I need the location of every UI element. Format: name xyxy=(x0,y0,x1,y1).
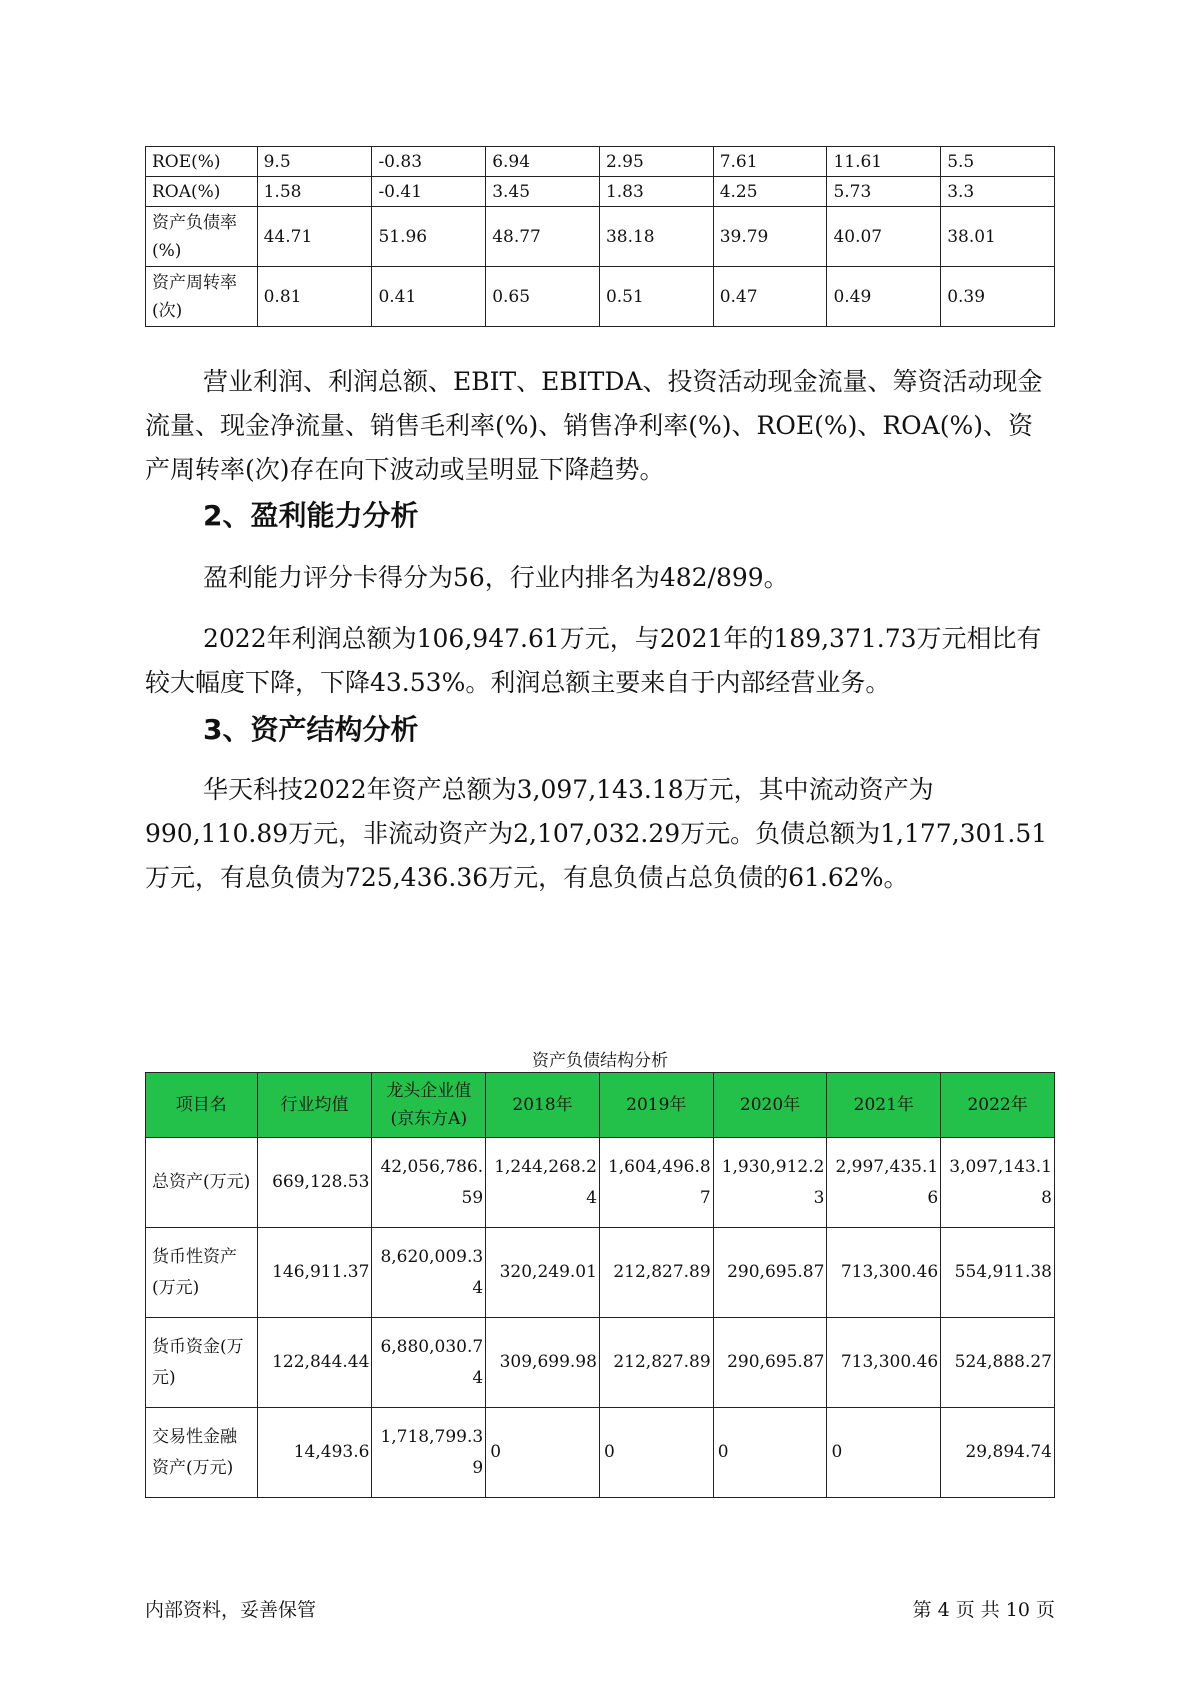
table-cell: 0.65 xyxy=(486,267,600,327)
table-cell: 5.5 xyxy=(941,147,1055,177)
column-header: 行业均值 xyxy=(257,1073,372,1138)
column-header: 龙头企业值(京东方A) xyxy=(372,1073,486,1138)
table-cell: 669,128.53 xyxy=(257,1138,372,1228)
table-cell: 524,888.27 xyxy=(941,1318,1055,1408)
column-header: 项目名 xyxy=(146,1073,258,1138)
table-cell: 6,880,030.74 xyxy=(372,1318,486,1408)
column-header: 2018年 xyxy=(486,1073,600,1138)
row-label: ROA(%) xyxy=(146,177,258,207)
table-cell: 713,300.46 xyxy=(827,1318,941,1408)
table-cell: 8,620,009.34 xyxy=(372,1228,486,1318)
table-cell: 320,249.01 xyxy=(486,1228,600,1318)
table-cell: 713,300.46 xyxy=(827,1228,941,1318)
table-cell: 0.81 xyxy=(257,267,372,327)
table-cell: 3,097,143.18 xyxy=(941,1138,1055,1228)
row-label: 总资产(万元) xyxy=(146,1138,258,1228)
table-cell: 29,894.74 xyxy=(941,1408,1055,1498)
row-label: 货币性资产(万元) xyxy=(146,1228,258,1318)
table-cell: 122,844.44 xyxy=(257,1318,372,1408)
table-cell: 4.25 xyxy=(713,177,827,207)
table-cell: 3.3 xyxy=(941,177,1055,207)
footer-page-number: 第 4 页 共 10 页 xyxy=(912,1599,1055,1621)
section2-heading: 2、盈利能力分析 xyxy=(203,499,419,532)
table-cell: 7.61 xyxy=(713,147,827,177)
table-cell: 554,911.38 xyxy=(941,1228,1055,1318)
table-cell: 44.71 xyxy=(257,207,372,267)
row-label: 交易性金融资产(万元) xyxy=(146,1408,258,1498)
table-cell: 9.5 xyxy=(257,147,372,177)
table-cell: 0.39 xyxy=(941,267,1055,327)
table-cell: 290,695.87 xyxy=(713,1318,827,1408)
table-cell: 51.96 xyxy=(372,207,486,267)
table-cell: 0.41 xyxy=(372,267,486,327)
table-cell: 1,604,496.87 xyxy=(599,1138,713,1228)
section3-paragraph-1: 华天科技2022年资产总额为3,097,143.18万元，其中流动资产为990,110.89万元，非流动资产为2,107,032.29万元。负债总额为1,177,301.51万元，有息负债为725,436.36万元，有息负债占总负债的61.62%。 xyxy=(145,775,1048,892)
table-cell: 5.73 xyxy=(827,177,941,207)
table-cell: 2.95 xyxy=(599,147,713,177)
table-cell: 212,827.89 xyxy=(599,1318,713,1408)
table-cell: 1.83 xyxy=(599,177,713,207)
table-cell: 11.61 xyxy=(827,147,941,177)
table-cell: 0 xyxy=(599,1408,713,1498)
table-cell: 146,911.37 xyxy=(257,1228,372,1318)
table-caption: 资产负债结构分析 xyxy=(532,1051,668,1071)
table-cell: 309,699.98 xyxy=(486,1318,600,1408)
table-row xyxy=(146,1408,1055,1498)
table-cell: 39.79 xyxy=(713,207,827,267)
table-cell: 38.01 xyxy=(941,207,1055,267)
row-label: 货币资金(万元) xyxy=(146,1318,258,1408)
section2-paragraph-2: 2022年利润总额为106,947.61万元，与2021年的189,371.73万元相比有较大幅度下降，下降43.53%。利润总额主要来自于内部经营业务。 xyxy=(145,624,1042,697)
table-cell: 14,493.6 xyxy=(257,1408,372,1498)
table-cell: 1,244,268.24 xyxy=(486,1138,600,1228)
table-row xyxy=(146,267,1055,327)
table-cell: 0.47 xyxy=(713,267,827,327)
row-label: 资产负债率(%) xyxy=(146,207,258,267)
table-row xyxy=(146,177,1055,207)
section2-paragraph-1: 盈利能力评分卡得分为56，行业内排名为482/899。 xyxy=(203,563,789,592)
row-label: 资产周转率(次) xyxy=(146,267,258,327)
table-cell: 6.94 xyxy=(486,147,600,177)
table-cell: 1,718,799.39 xyxy=(372,1408,486,1498)
table-cell: -0.41 xyxy=(372,177,486,207)
table-cell: 0 xyxy=(713,1408,827,1498)
table-cell: 42,056,786.59 xyxy=(372,1138,486,1228)
asset-liability-structure-table xyxy=(145,1072,1055,1498)
table-cell: 212,827.89 xyxy=(599,1228,713,1318)
table-cell: 38.18 xyxy=(599,207,713,267)
table-cell: 3.45 xyxy=(486,177,600,207)
table-cell: 0.49 xyxy=(827,267,941,327)
column-header: 2021年 xyxy=(827,1073,941,1138)
table-row xyxy=(146,147,1055,177)
table-cell: 1.58 xyxy=(257,177,372,207)
column-header: 2020年 xyxy=(713,1073,827,1138)
column-header: 2019年 xyxy=(599,1073,713,1138)
table-cell: 0.51 xyxy=(599,267,713,327)
table-row xyxy=(146,207,1055,267)
table-cell: 290,695.87 xyxy=(713,1228,827,1318)
section3-heading: 3、资产结构分析 xyxy=(203,713,419,746)
table-cell: -0.83 xyxy=(372,147,486,177)
table-row xyxy=(146,1318,1055,1408)
row-label: ROE(%) xyxy=(146,147,258,177)
table-cell: 0 xyxy=(827,1408,941,1498)
column-header: 2022年 xyxy=(941,1073,1055,1138)
trend-paragraph: 营业利润、利润总额、EBIT、EBITDA、投资活动现金流量、筹资活动现金流量、现金净流量、销售毛利率(%)、销售净利率(%)、ROE(%)、ROA(%)、资产周转率(次)存在向下波动或呈明显下降趋势。 xyxy=(145,367,1043,484)
table-row xyxy=(146,1138,1055,1228)
table-cell: 2,997,435.16 xyxy=(827,1138,941,1228)
table-cell: 48.77 xyxy=(486,207,600,267)
financial-ratios-table xyxy=(145,146,1055,327)
table-cell: 0 xyxy=(486,1408,600,1498)
table-row xyxy=(146,1228,1055,1318)
table-cell: 1,930,912.23 xyxy=(713,1138,827,1228)
footer-confidential: 内部资料，妥善保管 xyxy=(145,1599,317,1621)
table-cell: 40.07 xyxy=(827,207,941,267)
